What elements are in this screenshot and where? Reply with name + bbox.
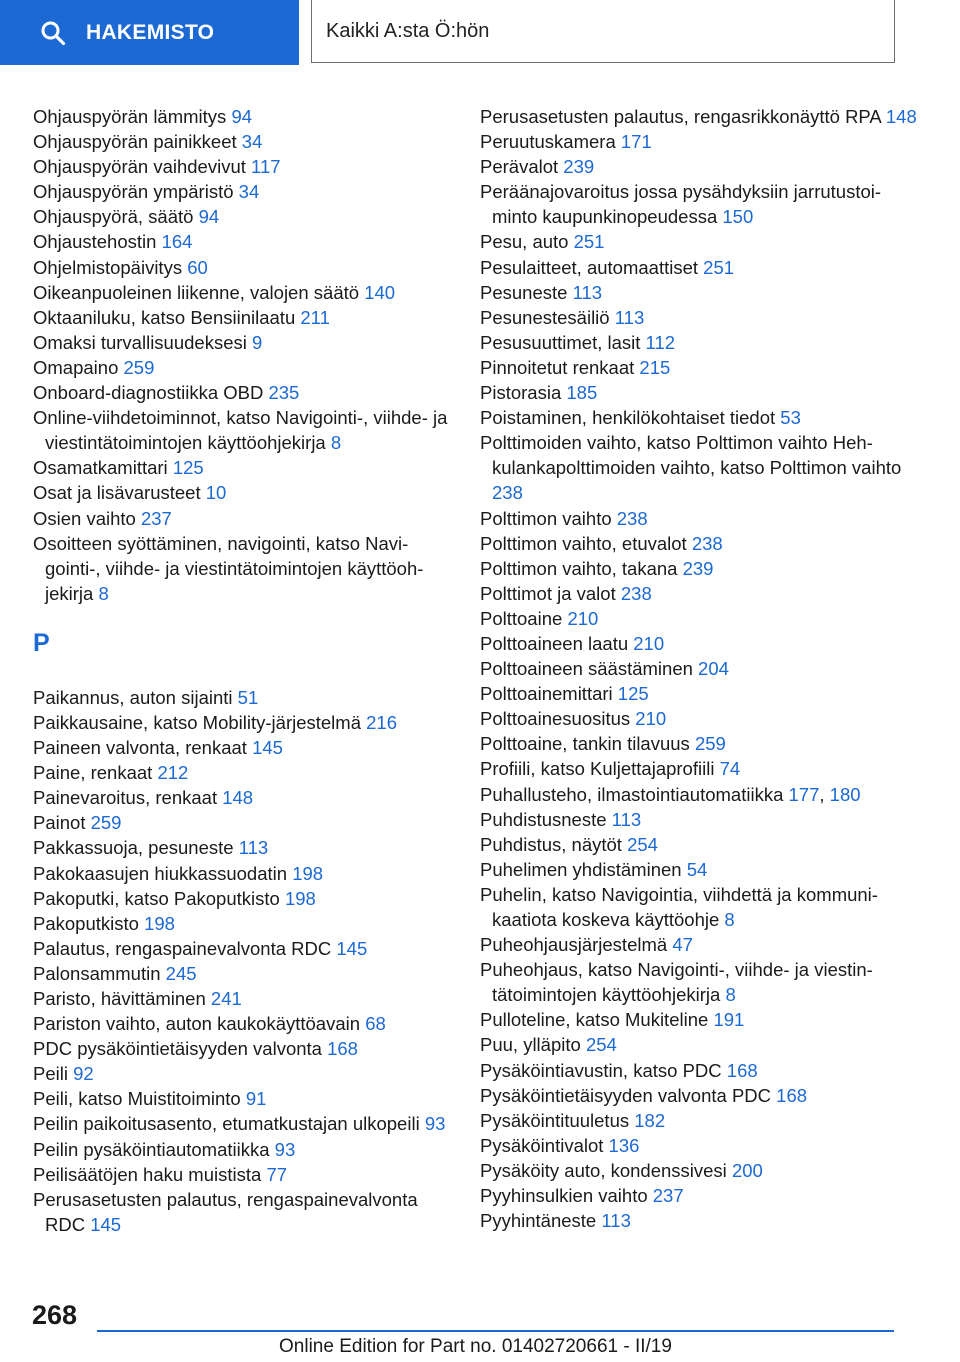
index-entry-text: Puheohjausjärjestelmä (480, 934, 668, 956)
index-entry (33, 936, 453, 961)
index-entry (33, 531, 453, 606)
index-entry-text: Paikannus, auton sijainti (33, 686, 233, 708)
index-entry-text: Pakokaasujen hiukkassuodatin (33, 862, 288, 884)
index-entry-text: Palonsammutin (33, 962, 161, 984)
page-link[interactable]: 210 (633, 632, 665, 654)
page-link[interactable]: 145 (336, 937, 368, 959)
index-entry-text: Peilisäätöjen haku muistista (33, 1163, 262, 1185)
page-link[interactable]: 216 (366, 711, 398, 733)
page-link[interactable]: 211 (300, 306, 330, 328)
index-entry-text: Pistorasia (480, 382, 562, 404)
index-entry (33, 986, 453, 1011)
page-link[interactable]: 241 (210, 988, 242, 1009)
page-link[interactable]: 239 (563, 156, 595, 178)
index-entry (33, 1011, 453, 1036)
page-link[interactable]: 113 (611, 808, 642, 830)
index-entry-text: Pyyhinsulkien vaihto (480, 1185, 648, 1207)
page-link[interactable]: 51 (237, 686, 259, 708)
index-entry (480, 706, 920, 731)
index-entry-text: Pysäköintituuletus (480, 1109, 630, 1131)
index-entry-text: Pysäköintietäisyyden valvonta PDC (480, 1084, 772, 1106)
page-link[interactable]: 8 (98, 582, 109, 604)
search-icon (40, 20, 66, 46)
page-link[interactable]: 237 (652, 1185, 684, 1207)
index-entry (480, 305, 920, 330)
index-entry-text: Perusasetusten palautus, rengaspainevalvonta RDC (33, 1188, 418, 1235)
index-entry-text: Puhdistus, näytöt (480, 833, 622, 855)
index-entry (33, 405, 453, 455)
index-entry (33, 685, 453, 710)
page-link[interactable]: 200 (731, 1159, 763, 1181)
index-entry-text: Polttoainesuositus (480, 708, 631, 730)
index-entry (480, 229, 920, 254)
index-entry (33, 455, 453, 480)
index-entry (480, 430, 920, 505)
page-link[interactable]: 254 (627, 833, 658, 855)
page-link[interactable]: 251 (703, 256, 735, 278)
page-link[interactable]: 148 (222, 787, 254, 809)
index-entry (33, 104, 453, 129)
index-entry-text: Polttoaineen laatu (480, 632, 629, 654)
index-entry-text: Oktaaniluku, katso Bensiinilaatu (33, 306, 296, 328)
page-link[interactable]: 212 (157, 762, 189, 784)
index-entry-text: Polttimon vaihto, etuvalot (480, 532, 687, 554)
page-link[interactable]: 8 (724, 909, 735, 930)
index-entry-text: Pulloteline, katso Mukiteline (480, 1009, 709, 1031)
index-entry-text: Peruutuskamera (480, 131, 616, 153)
index-entry-text: Pakkassuoja, pesuneste (33, 837, 234, 859)
page-link[interactable]: 239 (682, 557, 714, 579)
index-entry-text: Onboard-diagnostiikka OBD (33, 382, 264, 404)
page-link[interactable]: 198 (284, 887, 316, 909)
index-entry (480, 1208, 920, 1233)
index-entry (480, 882, 920, 932)
index-entry-text: Puhallusteho, ilmastointiautomatiikka (480, 783, 784, 805)
index-entry (33, 355, 453, 380)
page-link[interactable]: 259 (90, 812, 122, 834)
page-link[interactable]: 182 (634, 1109, 666, 1131)
index-entry-text: Osoitteen syöttäminen, navigointi, katso Navigointi-, viihde- ja viestintätoimintojen käyttöohjekirja (33, 532, 424, 604)
index-entry (480, 405, 920, 430)
index-entry-text: Omapaino (33, 356, 119, 378)
index-entry (33, 1162, 453, 1187)
index-entry (480, 280, 920, 305)
page-link[interactable]: 112 (645, 331, 676, 353)
index-entry-text: Ohjauspyörän painikkeet (33, 131, 237, 153)
page-link[interactable]: 180 (829, 783, 861, 805)
index-entry-text: Osamatkamittari (33, 457, 168, 479)
index-entry-text: Osien vaihto (33, 507, 136, 529)
page-link[interactable]: 68 (365, 1013, 386, 1035)
page-link[interactable]: 77 (266, 1163, 288, 1185)
page-link[interactable]: 164 (161, 231, 193, 253)
page-link[interactable]: 210 (635, 708, 667, 730)
index-entry-text: Pesuneste (480, 281, 568, 303)
index-entry (480, 807, 920, 832)
index-entry (480, 731, 920, 756)
index-entry (480, 1158, 920, 1183)
index-entry (480, 1032, 920, 1057)
index-entry (33, 886, 453, 911)
page-link[interactable]: 93 (274, 1138, 296, 1160)
index-entry-text: Polttoaine, tankin tilavuus (480, 733, 690, 755)
index-entry-text: Ohjauspyörän vaihdevivut (33, 156, 246, 178)
index-entry (480, 506, 920, 531)
index-entry (480, 104, 920, 129)
index-entry-text: Profiili, katso Kuljettajaprofiili (480, 758, 715, 780)
index-entry-text: Polttimon vaihto (480, 507, 612, 529)
index-entry: Puhallusteho, ilmastointiautomatiikka 177, 180 (480, 783, 861, 805)
page-link[interactable]: 171 (620, 131, 652, 153)
index-entry (33, 204, 453, 229)
index-entry (33, 229, 453, 254)
index-entry (33, 760, 453, 785)
index-entry (33, 1111, 453, 1136)
index-entry-text: Pakoputkisto (33, 912, 139, 934)
page-link[interactable]: 238 (616, 507, 648, 529)
index-entry-text: Perävalot (480, 156, 559, 178)
index-entry (33, 330, 453, 355)
index-column-right (480, 104, 920, 1233)
index-entry (33, 835, 453, 860)
page-link[interactable]: 10 (205, 482, 227, 504)
page-link[interactable]: 113 (572, 281, 603, 303)
section-letter: P (33, 628, 50, 657)
index-entry-text: Polttoaine (480, 607, 563, 629)
index-entry (480, 606, 920, 631)
index-entry-text: Polttimot ja valot (480, 582, 616, 604)
page-link[interactable]: 198 (144, 912, 175, 934)
page-link[interactable]: 235 (268, 382, 300, 404)
index-entry (33, 1187, 453, 1237)
index-entry (480, 355, 920, 380)
index-entry (33, 255, 453, 280)
index-entry-text: Peilin pysäköintiautomatiikka (33, 1138, 270, 1160)
page-link[interactable]: 92 (73, 1063, 94, 1085)
page-link[interactable]: 191 (713, 1009, 745, 1031)
index-entry (480, 129, 920, 154)
page-link[interactable]: 94 (198, 206, 220, 228)
index-entry-text: Puhdistusneste (480, 808, 607, 830)
index-entry-text: Pesunestesäiliö (480, 306, 610, 328)
index-entry-text: Peili (33, 1063, 68, 1085)
index-entry-text: Polttoainemittari (480, 683, 613, 705)
page-link[interactable]: 237 (140, 507, 172, 529)
page-link[interactable]: 53 (780, 407, 801, 429)
index-entry (33, 735, 453, 760)
page-link[interactable]: 91 (245, 1088, 267, 1110)
index-entry-text: Osat ja lisävarusteet (33, 482, 201, 504)
index-entry (480, 1083, 920, 1108)
index-entry-text: Oikeanpuoleinen liikenne, valojen säätö (33, 281, 360, 303)
page-link[interactable]: 54 (686, 858, 708, 880)
index-entry-text: Ohjauspyörän lämmitys (33, 106, 227, 127)
index-entry (480, 857, 920, 882)
page-number: 268 (32, 1300, 78, 1330)
index-entry (33, 380, 453, 405)
index-entry (33, 785, 453, 810)
index-entry-text: Ohjelmistopäivitys (33, 256, 183, 278)
index-tab-button[interactable] (0, 0, 299, 65)
page-link[interactable]: 125 (617, 683, 649, 705)
index-entry (33, 911, 453, 936)
index-entry-text: Puhelin, katso Navigointia, viihdettä ja kommunikaatiota koskeva käyttöohje (480, 883, 878, 930)
index-entry-text: Painevaroitus, renkaat (33, 787, 218, 809)
page-link[interactable]: 148 (885, 106, 917, 127)
page-link[interactable]: 34 (238, 181, 260, 203)
index-entry-text: Paineen valvonta, renkaat (33, 737, 247, 759)
page-link[interactable]: 113 (601, 1210, 631, 1232)
index-entry (33, 179, 453, 204)
index-entry (480, 556, 920, 581)
index-entry-text: Poistaminen, henkilökohtaiset tiedot (480, 407, 776, 429)
index-entry (480, 255, 920, 280)
page-link[interactable]: 113 (614, 306, 645, 328)
index-entry (480, 1183, 920, 1208)
index-entry (480, 531, 920, 556)
index-entry (480, 1058, 920, 1083)
index-entry-text: Pinnoitetut renkaat (480, 356, 635, 378)
page-link[interactable]: 145 (90, 1213, 122, 1235)
index-entry (480, 656, 920, 681)
index-entry (33, 810, 453, 835)
index-entry (33, 1036, 453, 1061)
index-entry (480, 154, 920, 179)
index-entry (33, 154, 453, 179)
index-entry-text: Pyyhintäneste (480, 1210, 597, 1232)
index-entry-text: Perusasetusten palautus, rengasrikkonäyttö RPA (480, 106, 881, 127)
page-link[interactable]: 238 (620, 582, 652, 604)
index-entry (480, 932, 920, 957)
index-entry (480, 581, 920, 606)
index-entry (480, 631, 920, 656)
index-entry (480, 756, 920, 781)
page-link[interactable]: 94 (231, 106, 253, 127)
index-entry-text: Pysäköintiavustin, katso PDC (480, 1059, 722, 1081)
index-entry (33, 1137, 453, 1162)
index-entry-text: Online-viihdetoiminnot, katso Navigointi-, viihde- ja viestintätoimintojen käyttöohjekirja (33, 407, 448, 454)
index-tab-label: HAKEMISTO (86, 20, 215, 44)
page-link[interactable]: 238 (691, 532, 723, 554)
index-entry-text: Polttoaineen säästäminen (480, 658, 693, 680)
page-link[interactable]: 140 (364, 281, 396, 303)
index-entry-text: Painot (33, 812, 86, 834)
index-entry-text: Paikkausaine, katso Mobility-järjestelmä (33, 711, 361, 733)
index-entry-text: PDC pysäköintietäisyyden valvonta (33, 1038, 322, 1060)
index-entry (480, 832, 920, 857)
page-link[interactable]: 74 (719, 758, 741, 780)
index-entry (480, 380, 920, 405)
index-entry (33, 305, 453, 330)
page-link[interactable]: 8 (725, 984, 736, 1006)
index-group-p-continued (480, 104, 920, 1233)
index-entry (33, 861, 453, 886)
index-entry (33, 1086, 453, 1111)
index-entry-text: Pesulaitteet, automaattiset (480, 256, 699, 278)
index-group-o (33, 104, 453, 606)
index-entry-text: Pakoputki, katso Pakoputkisto (33, 887, 280, 909)
index-entry (33, 506, 453, 531)
page-link[interactable]: 168 (726, 1059, 758, 1081)
index-entry-text: Paristo, hävittäminen (33, 988, 206, 1009)
page-link[interactable]: 150 (722, 206, 754, 228)
page-link[interactable]: 238 (492, 482, 523, 504)
page-link[interactable]: 117 (251, 156, 281, 178)
index-entry-text: Omaksi turvallisuudeksesi (33, 331, 247, 353)
index-entry (480, 957, 920, 1007)
index-entry-text: Puheohjaus, katso Navigointi-, viihde- ja viestintätoimintojen käyttöohjekirja (480, 959, 873, 1006)
index-entry-text: Peili, katso Muistitoiminto (33, 1088, 241, 1110)
page-link[interactable]: 210 (567, 607, 599, 629)
edition-note: Online Edition for Part no. 01402720661 - II/19 (279, 1336, 672, 1357)
index-entry-text: Paine, renkaat (33, 762, 153, 784)
page-link[interactable]: 259 (694, 733, 726, 755)
index-entry (33, 961, 453, 986)
index-entry (480, 1007, 920, 1032)
page-link[interactable]: 9 (252, 331, 263, 353)
index-entry-text: Ohjaustehostin (33, 231, 157, 253)
index-entry-text: Pysäköintivalot (480, 1134, 604, 1156)
index-group-p (33, 685, 453, 1237)
index-entry-text: Puu, ylläpito (480, 1034, 581, 1056)
page-link[interactable]: 113 (238, 837, 269, 859)
index-entry-text: Polttimon vaihto, takana (480, 557, 678, 579)
page-link[interactable]: 215 (639, 356, 671, 378)
index-entry (33, 280, 453, 305)
page-link[interactable]: 198 (292, 862, 324, 884)
index-entry (33, 129, 453, 154)
page-link[interactable]: 47 (672, 934, 693, 956)
index-entry (33, 1061, 453, 1086)
index-column-left (33, 104, 453, 1237)
index-entry-text: Polttimoiden vaihto, katso Polttimon vaihto Hehkulankapolttimoiden vaihto, katso Polttimon vaihto (480, 432, 902, 479)
index-entry (480, 681, 920, 706)
index-entry-text: Ohjauspyörän ympäristö (33, 181, 234, 203)
page-link[interactable]: 136 (608, 1134, 640, 1156)
index-entry (33, 480, 453, 505)
index-entry-text: Puhelimen yhdistäminen (480, 858, 682, 880)
index-entry-text: Pesu, auto (480, 231, 569, 253)
page-link[interactable]: 168 (776, 1084, 808, 1106)
page-link[interactable]: 177 (788, 783, 820, 805)
page-link[interactable]: 93 (424, 1113, 446, 1135)
index-entry-text: Pesusuuttimet, lasit (480, 331, 641, 353)
page-title-text: Kaikki A:sta Ö:hön (326, 19, 490, 42)
index-entry (33, 710, 453, 735)
page-link[interactable]: 8 (330, 432, 342, 454)
index-entry-text: Palautus, rengaspainevalvonta RDC (33, 937, 332, 959)
index-entry (480, 1108, 920, 1133)
index-entry (480, 179, 920, 229)
page-link[interactable]: 259 (123, 356, 155, 378)
page-link[interactable]: 60 (187, 256, 208, 278)
page-link[interactable]: 185 (566, 382, 598, 404)
page-link[interactable]: 168 (327, 1038, 358, 1060)
page-link[interactable]: 125 (172, 457, 204, 479)
index-entry (480, 1133, 920, 1158)
index-entry-text: Pariston vaihto, auton kaukokäyttöavain (33, 1013, 361, 1035)
page-link[interactable]: 204 (698, 658, 729, 680)
index-entry-text: Peilin paikoitusasento, etumatkustajan ulkopeili (33, 1113, 420, 1135)
index-entry-text: Ohjauspyörä, säätö (33, 206, 194, 228)
page-title (311, 0, 895, 63)
page-link[interactable]: 245 (165, 962, 197, 984)
footer-divider (97, 1330, 894, 1332)
page-link[interactable]: 254 (585, 1034, 617, 1056)
page-link[interactable]: 251 (573, 231, 605, 253)
index-entry (480, 330, 920, 355)
index-entry-text: Pysäköity auto, kondenssivesi (480, 1159, 727, 1181)
page-link[interactable]: 145 (252, 737, 283, 759)
page-link[interactable]: 34 (241, 131, 263, 153)
index-entry-text: Peräänajovaroitus jossa pysähdyksiin jarrutustoiminto kaupunkinopeudessa (480, 181, 882, 228)
